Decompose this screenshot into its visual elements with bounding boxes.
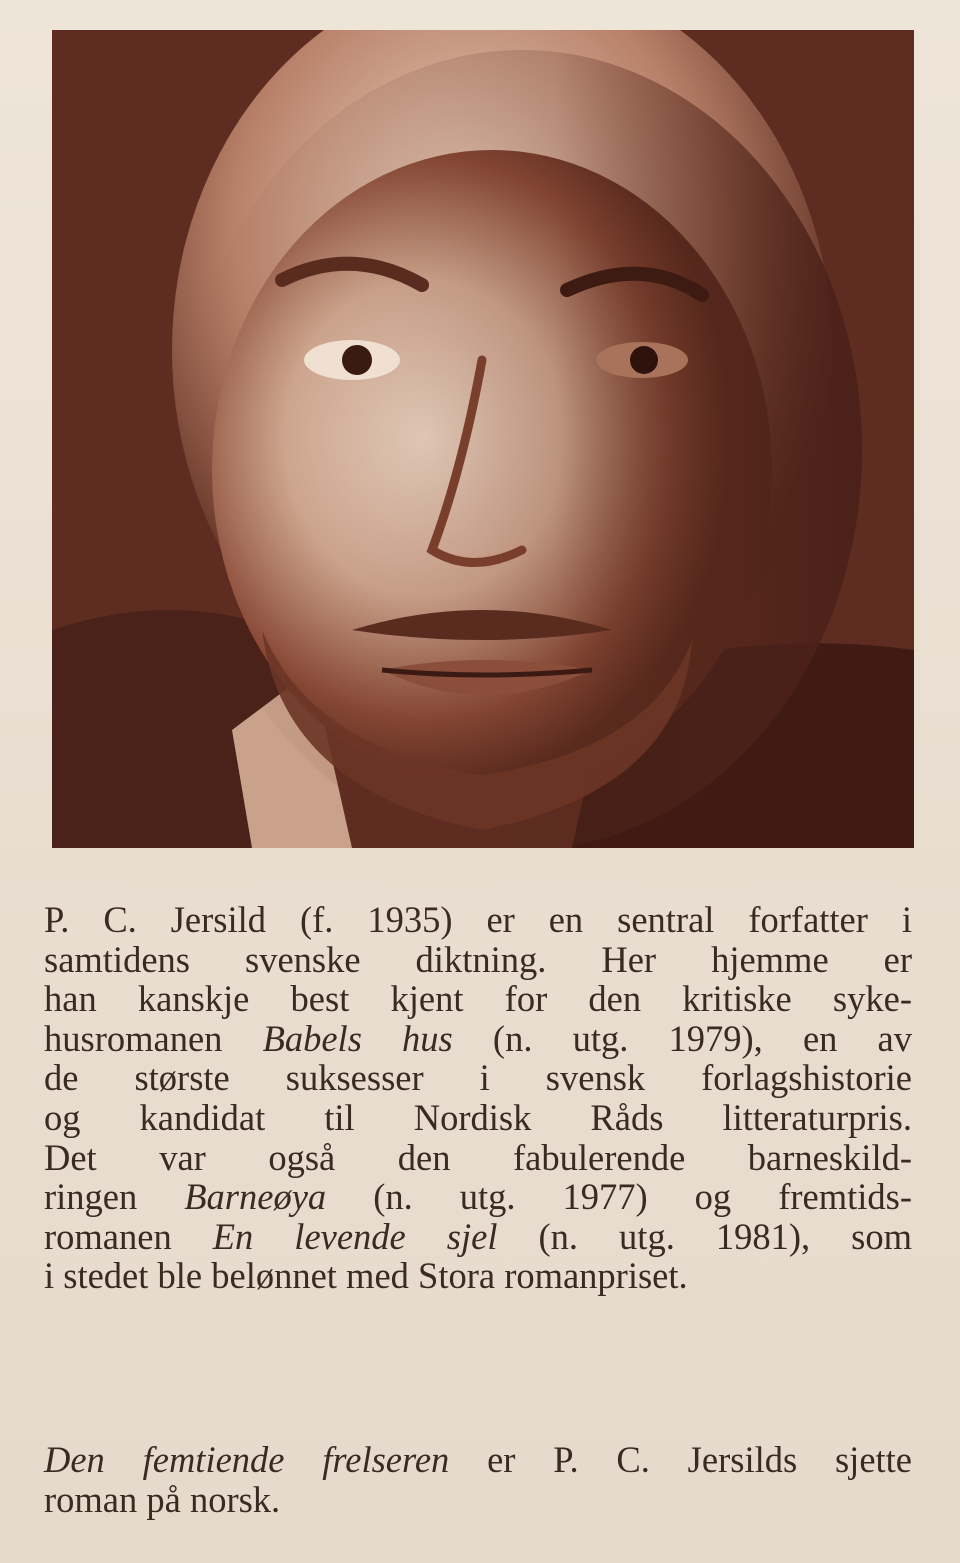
book-title: Den femtiende frelseren (44, 1439, 450, 1480)
book-title: En levende sjel (212, 1215, 498, 1257)
book-title: Babels hus (262, 1017, 453, 1059)
text-segment: husromanen (44, 1017, 263, 1059)
bio-line: samtidens svenske diktning. Her hjemme er (44, 938, 912, 980)
bio-line: Det var også den fabulerende barneskild- (44, 1136, 912, 1178)
text-segment: ringen (44, 1176, 185, 1218)
bio-line: og kandidat til Nordisk Råds litteraturpris. (44, 1096, 912, 1138)
closing-line (44, 1440, 912, 1480)
bio-line: i stedet ble belønnet med Stora romanpriset. (44, 1255, 688, 1297)
bio-line: P. C. Jersild (f. 1935) er en sentral forfatter i (44, 899, 912, 940)
closing-note (44, 1440, 912, 1519)
text-segment: (n. utg. 1979), en av (452, 1017, 913, 1059)
author-biography (44, 900, 912, 1296)
bio-line (44, 1217, 912, 1257)
text-segment: romanen (44, 1215, 213, 1257)
author-portrait-photo (52, 30, 914, 848)
book-title: Barneøya (184, 1176, 327, 1218)
bio-line: han kanskje best kjent for den kritiske syke- (44, 978, 912, 1020)
bio-line (44, 1177, 912, 1217)
text-segment: (n. utg. 1977) og fremtids- (326, 1176, 912, 1218)
bio-line (44, 1019, 912, 1059)
text-segment: (n. utg. 1981), som (497, 1215, 912, 1257)
closing-line: roman på norsk. (44, 1478, 281, 1520)
bio-line: de største suksesser i svensk forlagshistorie (44, 1057, 912, 1099)
portrait-illustration (52, 30, 914, 848)
text-segment: er P. C. Jersilds sjette (449, 1439, 912, 1480)
